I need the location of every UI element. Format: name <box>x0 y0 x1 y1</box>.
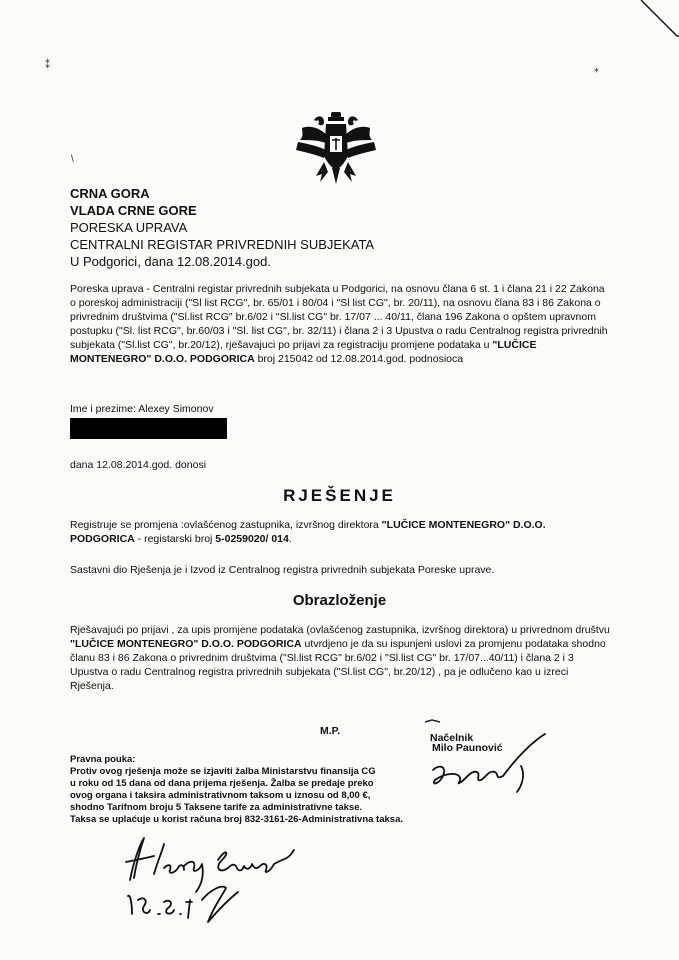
applicant-line <box>70 403 214 415</box>
decision-period: . <box>288 533 292 545</box>
legal-heading: Pravna pouka: <box>70 754 136 765</box>
reasoning-paragraph <box>70 623 610 693</box>
header-registry: CENTRALNI REGISTAR PRIVREDNIH SUBJEKATA <box>70 237 375 252</box>
legal-line: shodno Tarifnom broju 5 Taksene tarife za administrativne takse. <box>70 802 363 813</box>
legal-notice <box>70 754 490 826</box>
reasoning-text: Rješavajući po prijavi , za upis promjene podataka (ovlašćenog zastupnika, izvršnog direktora) u privrednom društvu <box>70 624 610 636</box>
legal-line: Protiv ovog rješenja može se izjaviti žalba Ministarstvu finansija CG <box>70 766 376 777</box>
decision-company-name: "LUČICE MONTENEGRO" D.O.O. PODGORICA <box>70 519 546 545</box>
decision-text-mid: - registarski broj <box>134 533 216 545</box>
intro-text: Poreska uprava - Centralni registar privrednih subjekata u Podgorici, na osnovu člana 6 st. 1 i člana 21 i 22 Zakona o poreskoj administraciji ("Sl list RCG", br. 65/01 i 80/04 i "Sl list CG", br. 20/11), na osnovu člana 83 i 86 Zakona o privrednim društvima ("Sl.list RCG" br.6/02 i "Sl.list CG" br. 17/07 ... 40/11, člana 196 Zakona o opštem upravnom postupku ("Sl. list RCG", br.60/03 i "Sl. list CG", br. 32/11) i člana 2 i 3 Upustva o radu Centralnog registra privrednih subjekata ("Sl.list CG", br.20/12), rješavajuci po prijavi za registraciju promjene podataka u <box>70 283 608 351</box>
legal-line: ovog organa i taksira administrativnom taksom u iznosu od 8,00 €, <box>70 790 371 801</box>
header-authority: PORESKA UPRAVA <box>70 220 188 235</box>
scan-mark: \ <box>71 154 74 165</box>
coat-of-arms-emblem <box>294 110 378 186</box>
reasoning-company-name: "LUČICE MONTENEGRO" D.O.O. PODGORICA <box>70 638 302 650</box>
appendix-line: Sastavni dio Rješenja je i Izvod iz Centralnog registra privrednih subjekata Poreske uprave. <box>70 564 495 576</box>
date-line: dana 12.08.2014.god. donosi <box>70 459 207 471</box>
applicant-name: Alexey Simonov <box>138 403 214 415</box>
legal-line: Taksa se uplaćuje u korist računa broj 832-3161-26-Administrativna taksa. <box>70 814 403 825</box>
header-place-date: U Podgorici, dana 12.08.2014.god. <box>70 254 271 269</box>
scan-mark: ⁎ <box>594 64 599 75</box>
header-government: VLADA CRNE GORE <box>70 203 197 218</box>
intro-text-end: broj 215042 od 12.08.2014.god. podnosioca <box>254 353 464 365</box>
decision-paragraph <box>70 518 610 546</box>
scan-mark: ⁑ <box>45 60 50 71</box>
page-corner-fold <box>619 0 679 45</box>
check-mark <box>424 718 442 726</box>
header-country: CRNA GORA <box>70 186 150 201</box>
registration-number: 5-0259020/ 014 <box>215 533 289 545</box>
decision-text: Registruje se promjena :ovlašćenog zastupnika, izvršnog direktora <box>70 519 382 531</box>
intro-paragraph <box>70 282 610 366</box>
chief-title: Načelnik <box>430 732 474 744</box>
seal-mark: M.P. <box>320 725 341 737</box>
redaction-bar <box>70 418 227 439</box>
intro-company-name: "LUČICE MONTENEGRO" D.O.O. PODGORICA <box>70 339 537 365</box>
reasoning-title: Obrazloženje <box>292 592 387 609</box>
handwritten-signature <box>110 830 310 942</box>
reasoning-text-end: utvrdjeno je da su ispunjeni uslovi za promjenu podataka shodno članu 83 i 86 Zakona o privrednim društvima ("Sl.list RCG" br.6/02 i "Sl.list CG" br. 17/07...40/11) i člana 2 i 3 Upustva o radu Centralnog registra privrednih subjekata ("Sl.list CG", br.20/12) , pa je odlučeno kao u izreci Rješenja. <box>70 638 606 692</box>
document-title: RJEŠENJE <box>283 486 396 505</box>
applicant-label: Ime i prezime: <box>70 403 136 415</box>
chief-name: Milo Paunović <box>432 742 503 754</box>
legal-line: u roku od 15 dana od dana prijema rješenja. Žalba se predaje preko <box>70 778 374 789</box>
